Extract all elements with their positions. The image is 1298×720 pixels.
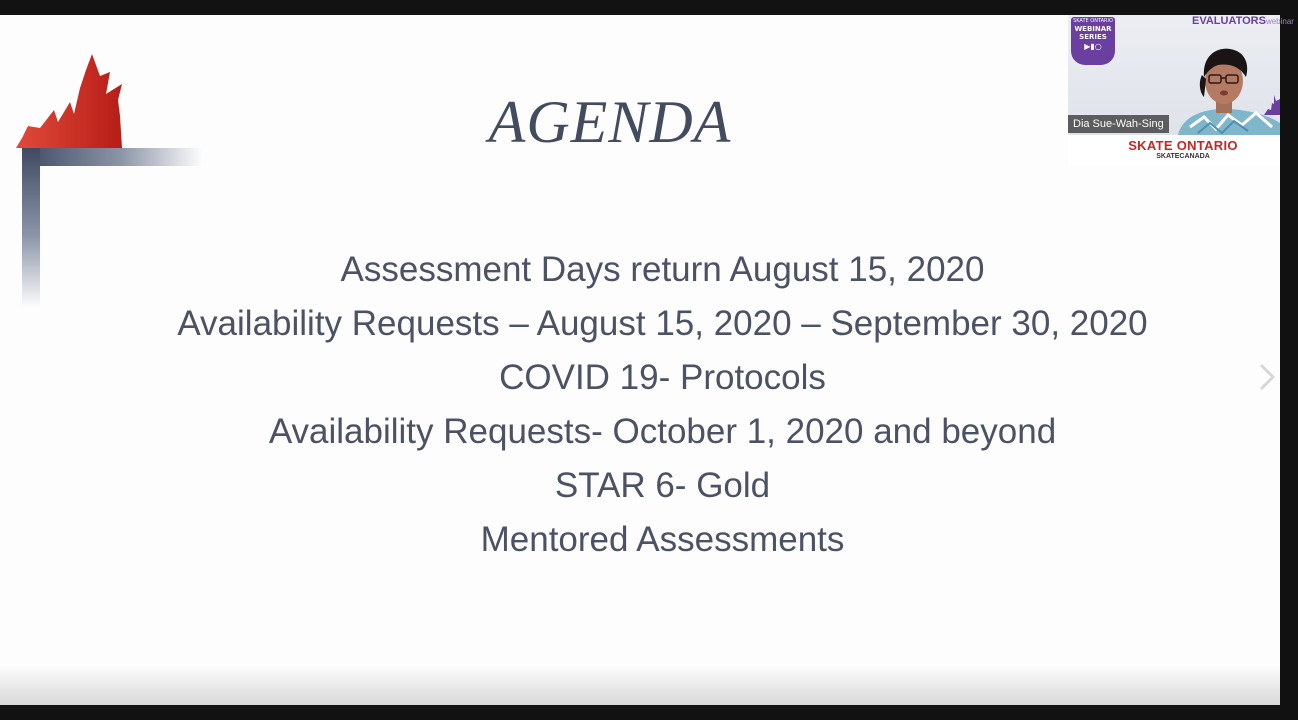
webcam-overlay	[1068, 15, 1294, 165]
corner-frame-horizontal	[22, 148, 202, 166]
maple-leaf-icon	[1262, 95, 1280, 115]
agenda-item: Mentored Assessments	[480, 520, 845, 559]
corner-frame-vertical	[22, 148, 40, 308]
agenda-item: STAR 6- Gold	[554, 466, 771, 505]
badge-line2: SERIES	[1079, 33, 1107, 41]
bottom-shadow	[0, 665, 1280, 705]
agenda-item: Assessment Days return August 15, 2020	[340, 250, 985, 289]
brand-sub-text: SKATECANADA	[1156, 153, 1210, 160]
series-title	[1192, 15, 1294, 27]
brand-logo-text: SKATE ONTARIO	[1128, 138, 1238, 153]
badge-line1: WEBINAR	[1074, 25, 1112, 33]
webinar-series-badge	[1071, 17, 1115, 65]
series-title-main: EVALUATORS	[1192, 15, 1266, 27]
agenda-item: Availability Requests – August 15, 2020 – September 30, 2020	[177, 304, 1148, 343]
agenda-item: Availability Requests- October 1, 2020 and beyond	[268, 412, 1057, 451]
slide-title: AGENDA	[488, 89, 732, 155]
participant-name-tag: Dia Sue-Wah-Sing	[1068, 115, 1169, 133]
badge-org-text: SKATE ONTARIO	[1073, 18, 1113, 24]
maple-leaf-icon	[14, 54, 122, 150]
media-icons: ▶▮○	[1084, 42, 1102, 51]
agenda-list	[40, 245, 1285, 569]
agenda-item: COVID 19- Protocols	[499, 358, 826, 397]
top-letterbox	[0, 0, 1280, 15]
chevron-right-icon[interactable]	[1256, 360, 1278, 394]
series-subtitle: webinar	[1265, 17, 1294, 26]
bottom-letterbox	[0, 705, 1280, 720]
participant-video	[1168, 43, 1280, 135]
